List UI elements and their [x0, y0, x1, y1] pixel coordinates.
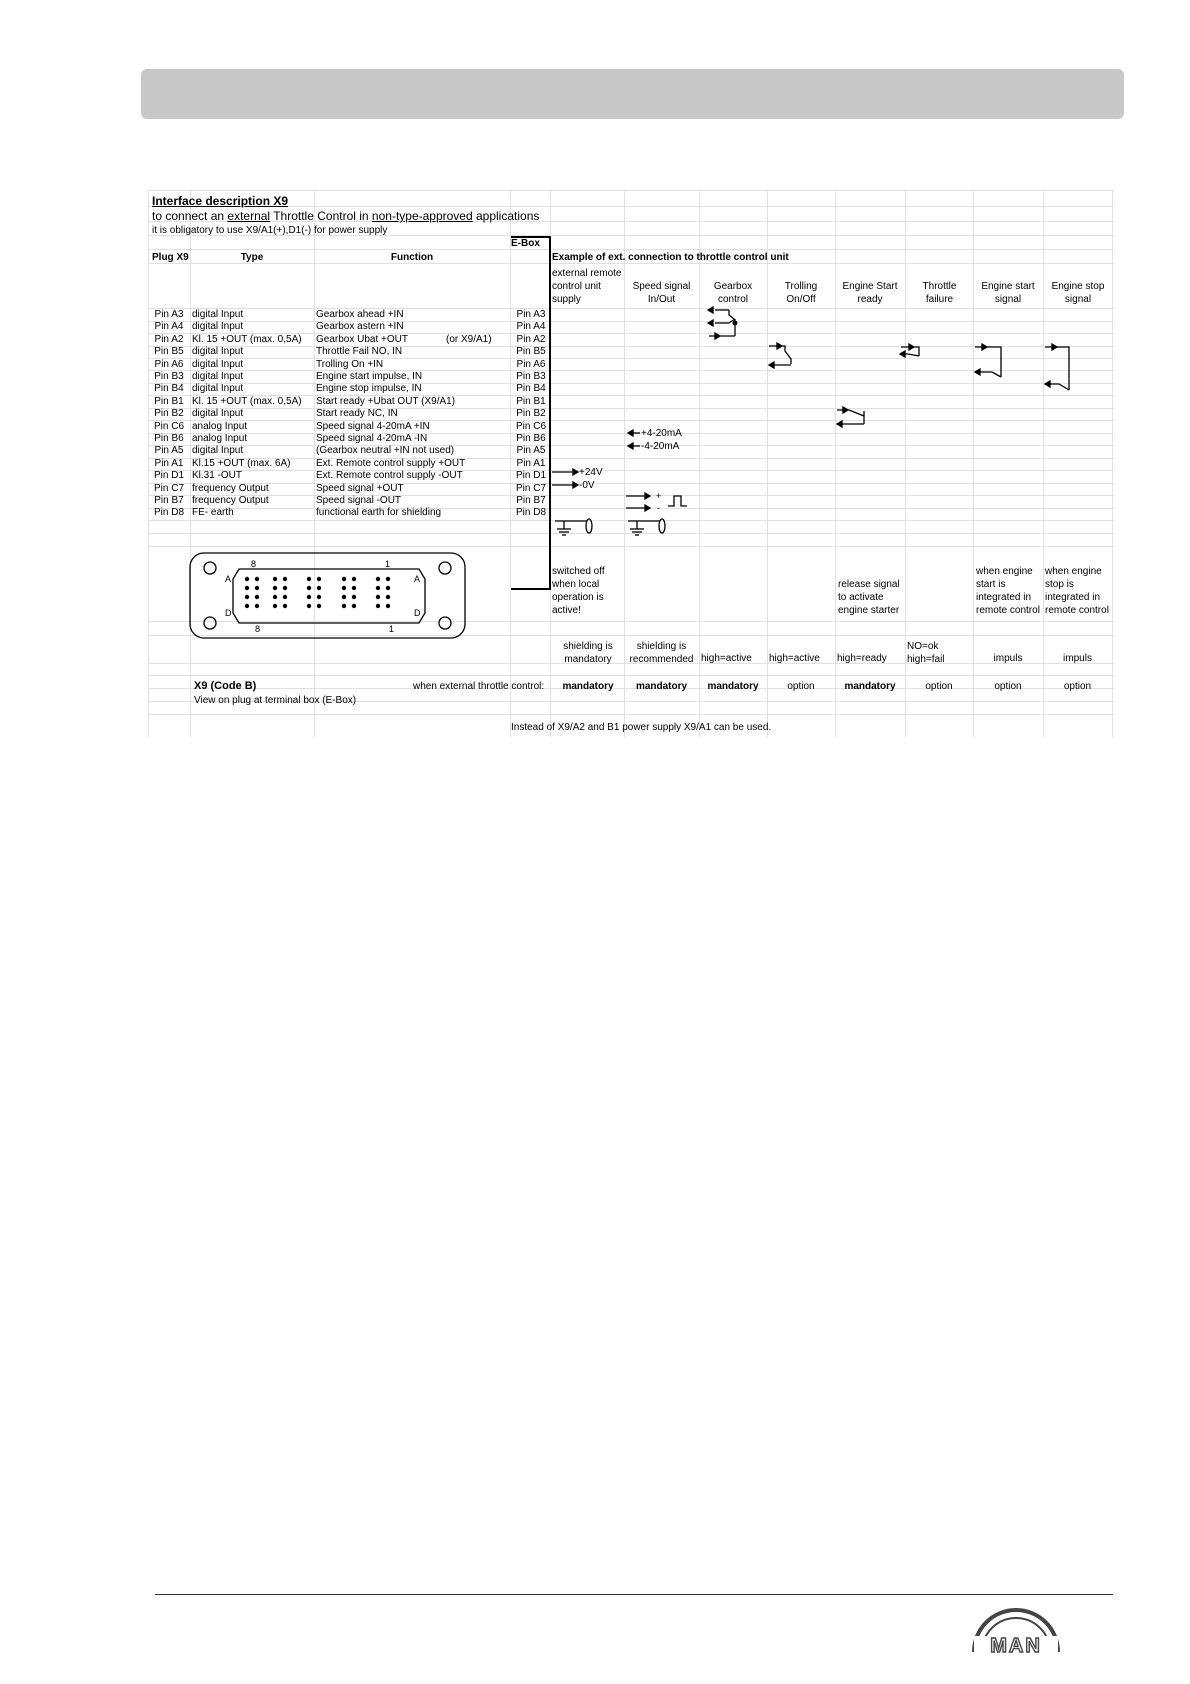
ebox-pin: Pin A1	[516, 457, 546, 469]
interface-title: Interface description X9	[152, 194, 289, 208]
pin-label: Pin B7	[154, 495, 184, 506]
connector-label-8-top: 8	[251, 559, 257, 569]
ebox-pin: Pin A5	[516, 445, 546, 457]
connector-label-1-bottom: 1	[389, 624, 395, 634]
pin-type: analog Input	[192, 433, 248, 444]
intro-line-3: it is obligatory to use X9/A1(+),D1(-) for power supply	[152, 225, 388, 236]
footer-rule	[155, 1594, 1113, 1595]
pin-function: functional earth for shielding	[316, 507, 442, 519]
example-header-supply: external remote control unit supply	[552, 268, 622, 305]
example-header-trolling: Trolling On/Off	[784, 281, 818, 305]
connector-label-d-left: D	[225, 608, 232, 618]
plug-code-label: X9 (Code B)	[194, 680, 257, 692]
man-logo-text: MAN	[990, 1635, 1042, 1657]
label-plus-24v: +24V	[579, 467, 603, 478]
req-trolling: option	[787, 681, 815, 692]
ebox-pin: Pin B3	[516, 371, 546, 382]
note-start-ready: release signal to activate engine starter	[838, 579, 900, 616]
pin-function: Gearbox astern +IN	[316, 321, 404, 333]
level-trolling: high=active	[769, 653, 820, 664]
type-header: Type	[240, 252, 264, 263]
ebox-pin: Pin A3	[516, 309, 546, 320]
req-supply: mandatory	[562, 681, 614, 692]
pin-label: Pin C6	[153, 420, 184, 432]
pin-function: Speed signal -OUT	[316, 495, 402, 506]
pin-function: (Gearbox neutral +IN not used)	[316, 445, 455, 457]
label-zero-v: -0V	[579, 480, 595, 491]
interface-sheet	[148, 190, 1114, 737]
pin-function: Speed signal 4-20mA -IN	[316, 433, 428, 444]
pin-type: frequency Output	[192, 482, 269, 494]
note-stop-signal: when engine stop is integrated in remote control	[1045, 566, 1109, 616]
pin-function: Start ready +Ubat OUT (X9/A1)	[316, 395, 456, 407]
pin-type: Kl. 15 +OUT (max. 0,5A)	[192, 333, 302, 345]
ebox-pin: Pin A2	[516, 333, 546, 345]
function-header: Function	[390, 252, 434, 263]
pin-type: digital Input	[192, 371, 244, 382]
pin-label: Pin A1	[154, 457, 184, 469]
pin-label: Pin A4	[154, 321, 184, 333]
pin-type: Kl.15 +OUT (max. 6A)	[192, 457, 291, 469]
label-minus: -	[657, 503, 660, 513]
pin-label: Pin A5	[154, 445, 184, 457]
example-header-gearbox: Gearbox control	[713, 281, 753, 305]
connector-label-a-right: A	[414, 574, 421, 584]
level-throttle: NO=ok high=fail	[907, 641, 945, 665]
ebox-pin: Pin B7	[516, 495, 546, 506]
req-stop-signal: option	[1063, 681, 1092, 692]
connector-label-a-left: A	[225, 574, 232, 584]
level-start-signal: impuls	[993, 653, 1023, 664]
note-supply: switched off when local operation is active!	[552, 566, 605, 616]
pin-label: Pin D8	[153, 507, 184, 519]
connector-label-8-bottom: 8	[255, 624, 261, 634]
ebox-pin: Pin C6	[515, 420, 546, 432]
level-stop-signal: impuls	[1063, 653, 1092, 664]
pin-function: Trolling On +IN	[316, 358, 384, 370]
pin-function: Speed signal +OUT	[316, 482, 404, 494]
req-throttle: option	[925, 681, 953, 692]
pin-label: Pin A2	[154, 333, 184, 345]
pin-function: Gearbox ahead +IN	[316, 309, 404, 320]
level-start-ready: high=ready	[837, 653, 887, 664]
pin-type: digital Input	[192, 408, 244, 420]
pin-function: Engine start impulse, IN	[316, 371, 423, 382]
plug-header: Plug X9	[152, 252, 189, 263]
label-plus-4-20: +4-20mA	[641, 428, 682, 439]
pin-label: Pin C7	[153, 482, 184, 494]
pin-note: (or X9/A1)	[446, 333, 492, 345]
pin-function: Throttle Fail NO, IN	[316, 346, 403, 358]
pin-type: frequency Output	[192, 495, 269, 506]
connector-label-1-top: 1	[385, 559, 391, 569]
pin-label: Pin D1	[153, 470, 184, 482]
pin-label: Pin B1	[154, 395, 184, 407]
connector-label-d-right: D	[414, 608, 421, 618]
pin-type: digital Input	[192, 445, 244, 457]
note-start-signal: when engine start is integrated in remote control	[976, 566, 1040, 616]
ebox-pin: Pin D8	[515, 507, 546, 519]
ebox-pin: Pin B5	[516, 346, 546, 358]
pin-type: digital Input	[192, 383, 244, 395]
pin-label: Pin B5	[154, 346, 184, 358]
pin-label: Pin A6	[154, 358, 184, 370]
ebox-pin: Pin B4	[516, 383, 546, 395]
pin-function: Start ready NC, IN	[316, 408, 398, 420]
requirement-condition: when external throttle control:	[413, 681, 545, 692]
pin-type: Kl. 15 +OUT (max. 0,5A)	[192, 395, 302, 407]
example-header-speed: Speed signal In/Out	[632, 281, 691, 305]
view-note: View on plug at terminal box (E-Box)	[194, 695, 357, 706]
footnote: Instead of X9/A2 and B1 power supply X9/A1 can be used.	[511, 722, 772, 733]
pin-type: Kl.31 -OUT	[192, 470, 243, 482]
pin-label: Pin B4	[154, 383, 184, 395]
label-plus: +	[656, 491, 662, 501]
req-start-signal: option	[994, 681, 1022, 692]
ebox-pin: Pin C7	[515, 482, 546, 494]
pin-function: Speed signal 4-20mA +IN	[316, 420, 430, 432]
pin-function: Engine stop impulse, IN	[316, 383, 422, 395]
intro-line-2: to connect an external Throttle Control in non-type-approved applications	[152, 209, 540, 223]
ebox-pin: Pin B6	[516, 433, 546, 444]
pin-type: digital Input	[192, 346, 244, 358]
pin-label: Pin B2	[154, 408, 184, 420]
man-logo	[966, 1602, 1066, 1662]
example-header-start-signal: Engine start signal	[981, 281, 1035, 305]
pin-label: Pin B6	[154, 433, 184, 444]
pin-label: Pin A3	[154, 309, 184, 320]
example-header-stop-signal: Engine stop signal	[1051, 281, 1105, 305]
ebox-pin: Pin D1	[515, 470, 546, 482]
pin-type: digital Input	[192, 358, 244, 370]
header-bar	[141, 69, 1124, 119]
pin-type: digital Input	[192, 309, 244, 320]
pin-type: analog Input	[192, 420, 248, 432]
ebox-pin: Pin B2	[516, 408, 546, 420]
pin-type: digital Input	[192, 321, 244, 333]
level-speed: shielding is recommended	[629, 641, 694, 665]
pin-function: Ext. Remote control supply +OUT	[316, 457, 466, 469]
req-gearbox: mandatory	[707, 681, 759, 692]
level-supply: shielding is mandatory	[563, 641, 613, 665]
example-header-throttle: Throttle failure	[922, 281, 957, 305]
req-speed: mandatory	[635, 681, 688, 692]
level-gearbox: high=active	[701, 653, 752, 664]
example-header: Example of ext. connection to throttle control unit	[552, 252, 789, 263]
example-header-start-ready: Engine Start ready	[842, 281, 898, 305]
ebox-header: E-Box	[511, 238, 540, 249]
pin-label: Pin B3	[154, 371, 184, 382]
pin-function: Gearbox Ubat +OUT	[316, 333, 408, 345]
req-start-ready: mandatory	[844, 681, 896, 692]
label-minus-4-20: -4-20mA	[641, 441, 680, 452]
pin-type: FE- earth	[192, 507, 234, 519]
pin-function: Ext. Remote control supply -OUT	[316, 470, 463, 482]
ebox-pin: Pin B1	[516, 395, 546, 407]
ebox-pin: Pin A6	[516, 358, 546, 370]
ebox-pin: Pin A4	[516, 321, 546, 333]
